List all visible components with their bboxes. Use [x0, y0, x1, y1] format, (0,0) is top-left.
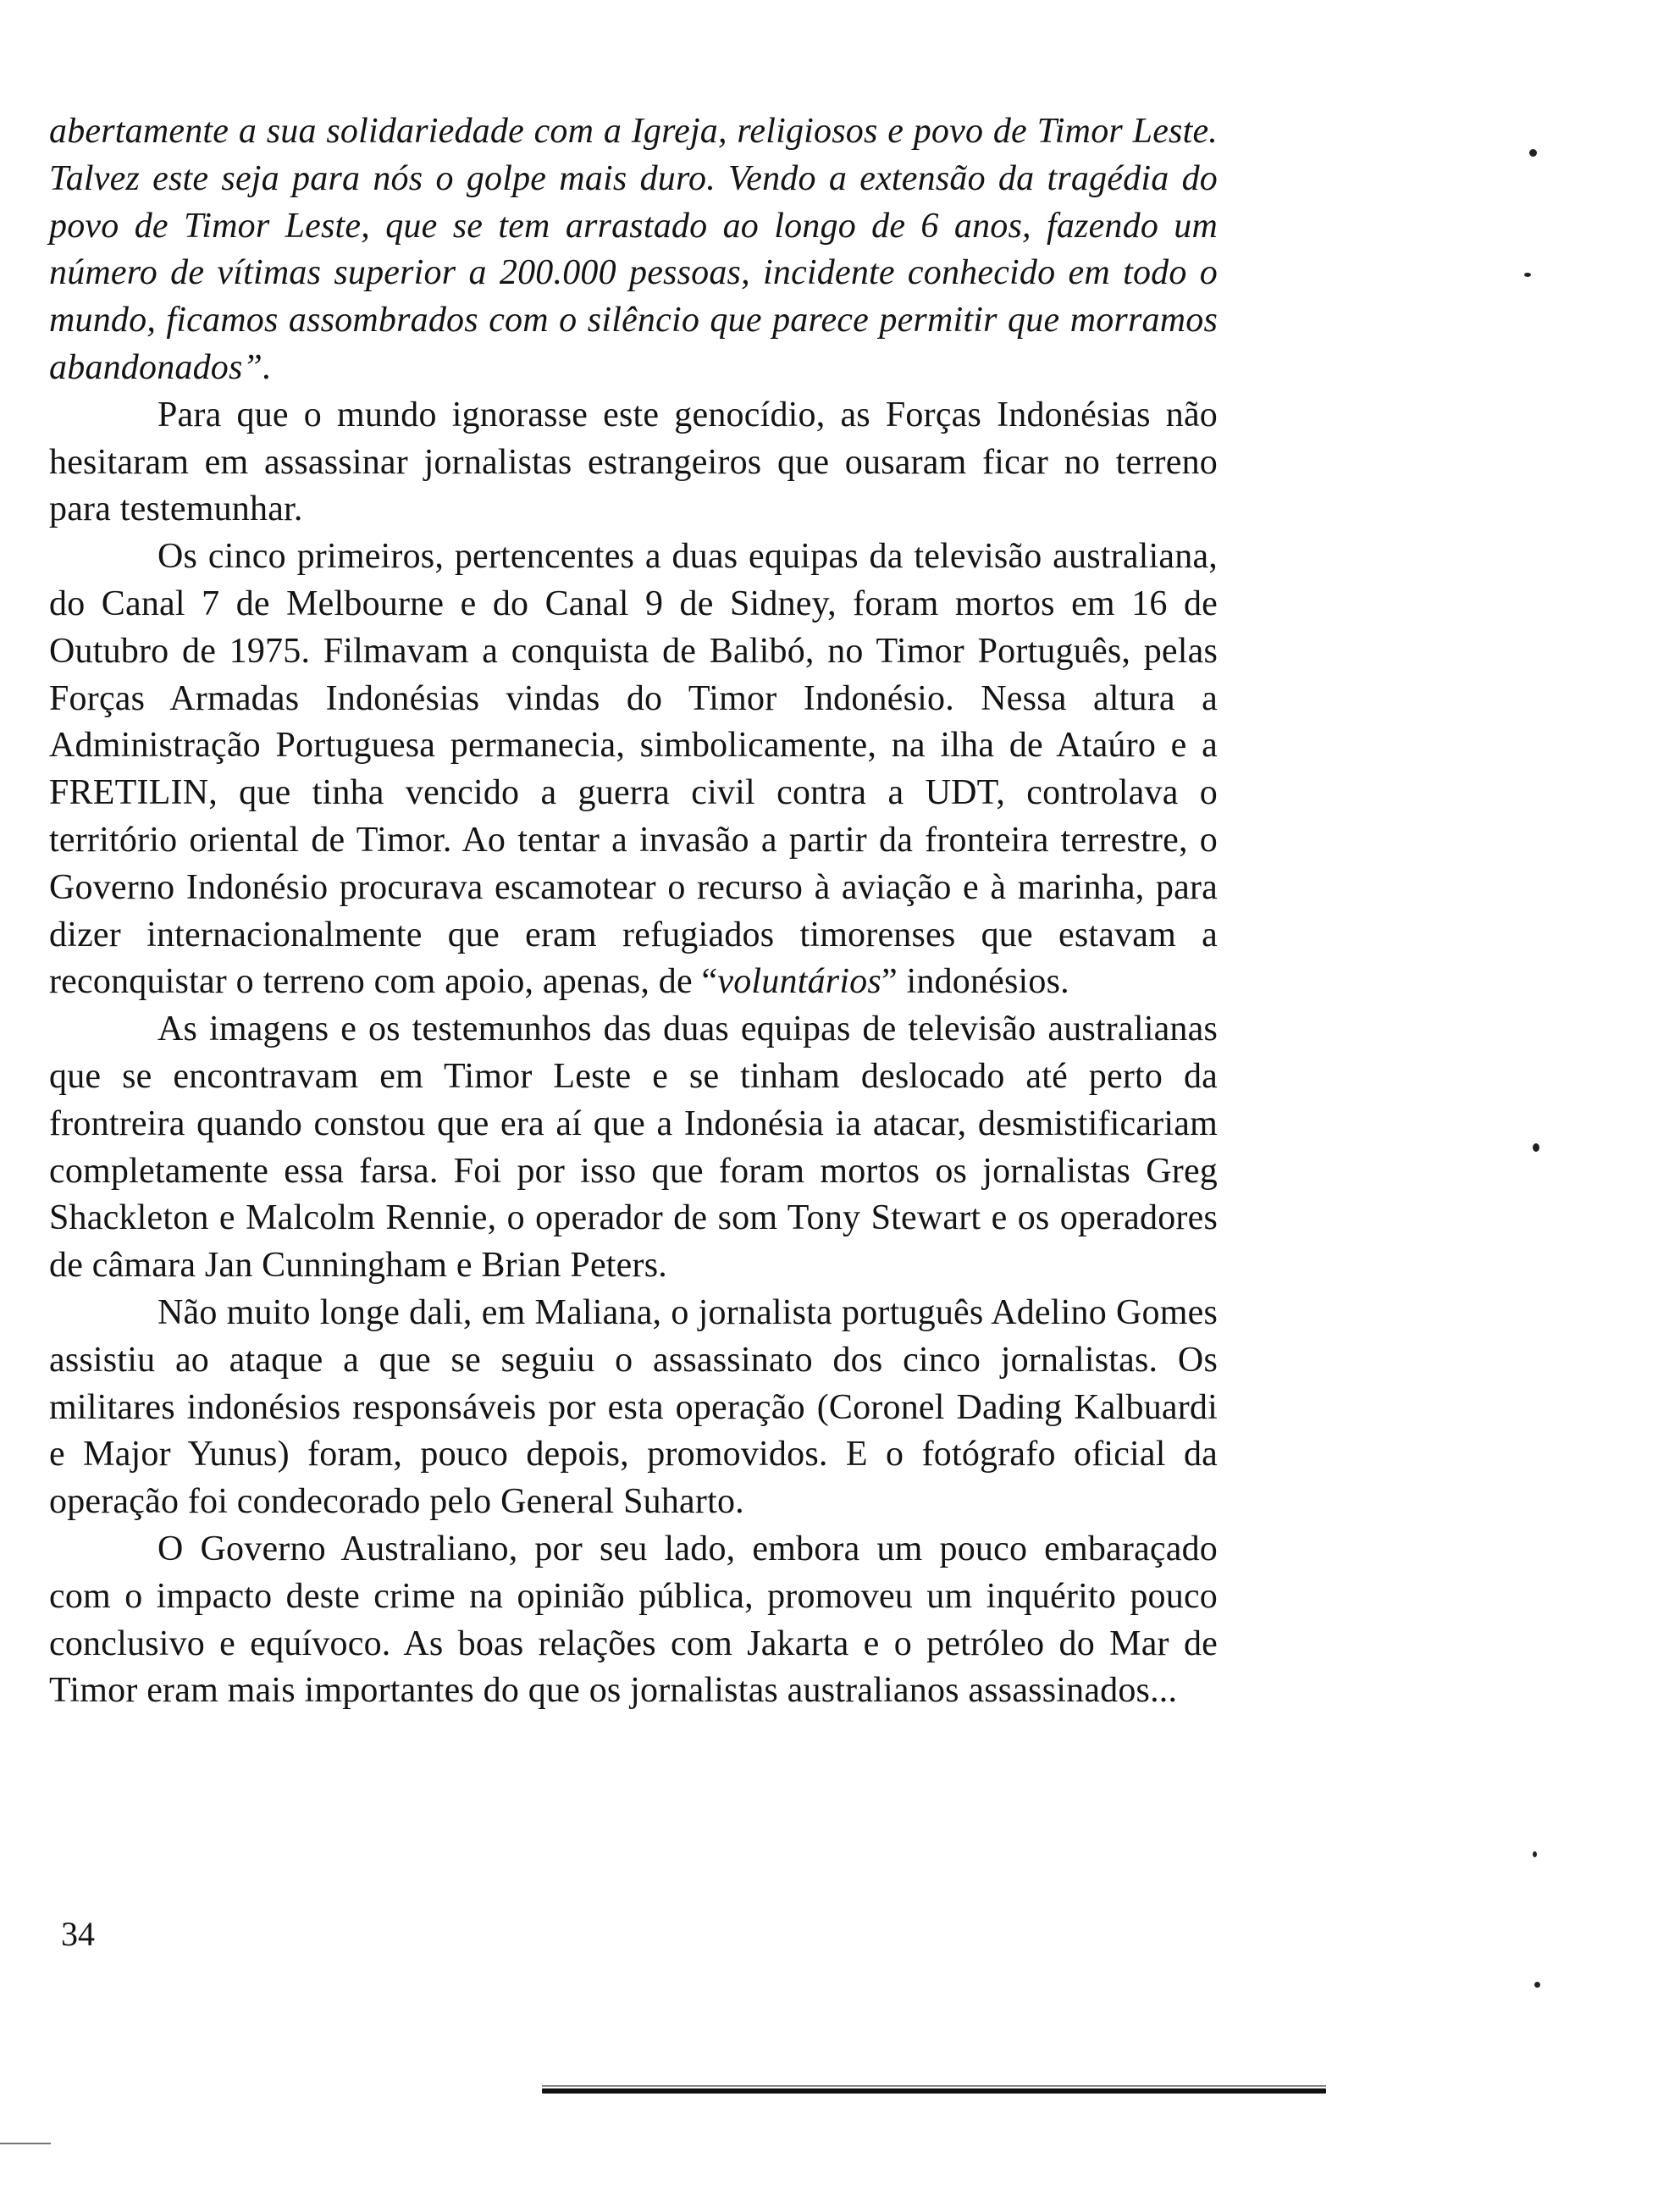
- scan-edge-mark: [0, 2143, 51, 2144]
- scan-speck: [1524, 273, 1531, 277]
- paragraph-quote-continuation: abertamente a sua solidariedade com a Igreja, religiosos e povo de Timor Leste. Talvez este seja para nós o golpe mais duro. Vendo a extensão da tragédia do povo de Timor Leste, que se tem arrastado ao longo de 6 anos, fazendo um número de vítimas superior a 200.000 pessoas, incidente conhecido em todo o mundo, ficamos assombrados com o silêncio que parece permitir que morramos abandonados”.: [49, 112, 1218, 387]
- scan-speck: [1533, 1143, 1539, 1152]
- voluntarios-italic: voluntários: [717, 962, 881, 1002]
- bottom-rule: [542, 2088, 1326, 2094]
- page-number: 34: [61, 1915, 95, 1953]
- scan-speck: [1533, 1851, 1537, 1857]
- scan-speck: [1534, 1982, 1540, 1988]
- paragraph-genocide: Para que o mundo ignorasse este genocídio, as Forças Indonésias não hesitaram em assassinar jornalistas estrangeiros que ousaram ficar no terreno para testemunhar.: [49, 395, 1218, 529]
- scan-speck: [1529, 149, 1537, 157]
- paragraph-journalists: As imagens e os testemunhos das duas equipas de televisão australianas que se encontravam em Timor Leste e se tinham deslocado até perto da frontreira quando constou que era aí que a Indonésia ia atacar, desmistificariam completamente essa farsa. Foi por isso que foram mortos os jornalistas Greg Shackleton e Malcolm Rennie, o operador de som Tony Stewart e os operadores de câmara Jan Cunningham e Brian Peters.: [49, 1010, 1218, 1286]
- paragraph-balibo-text: Os cinco primeiros, pertencentes a duas equipas da televisão australiana, do Canal 7 de Melbourne e do Canal 9 de Sidney, foram mortos em 16 de Outubro de 1975. Filmavam a conquista de Balibó, no Timor Português, pelas Forças Armadas Indonésias vindas do Timor Indonésio. Nessa altura a Administração Portuguesa permanecia, simbolicamente, na ilha de Ataúro e a FRETILIN, que tinha vencido a guerra civil contra a UDT, controlava o território oriental de Timor. Ao tentar a invasão a partir da fronteira terrestre, o Governo Indonésio procurava escamotear o recurso à aviação e à marinha, para dizer internacionalmente que eram refugiados timorenses que estavam a reconquistar o terreno com apoio, apenas, de “: [49, 537, 1218, 1002]
- paragraph-balibo-end: ” indonésios.: [881, 962, 1069, 1002]
- paragraph-australian-government: O Governo Australiano, por seu lado, embora um pouco embaraçado com o impacto deste crime na opinião pública, promoveu um inquérito pouco conclusivo e equívoco. As boas relações com Jakarta e o petróleo do Mar de Timor eram mais importantes do que os jornalistas australianos assassinados...: [49, 1529, 1218, 1711]
- body-text: [49, 108, 1218, 1715]
- scan-edge-line: [542, 2085, 1326, 2087]
- paragraph-maliana: Não muito longe dali, em Maliana, o jornalista português Adelino Gomes assistiu ao ataque a que se seguiu o assassinato dos cinco jornalistas. Os militares indonésios responsáveis por esta operação (Coronel Dading Kalbuardi e Major Yunus) foram, pouco depois, promovidos. E o fotógrafo oficial da operação foi condecorado pelo General Suharto.: [49, 1292, 1218, 1522]
- paragraph-balibo: [49, 534, 1218, 1006]
